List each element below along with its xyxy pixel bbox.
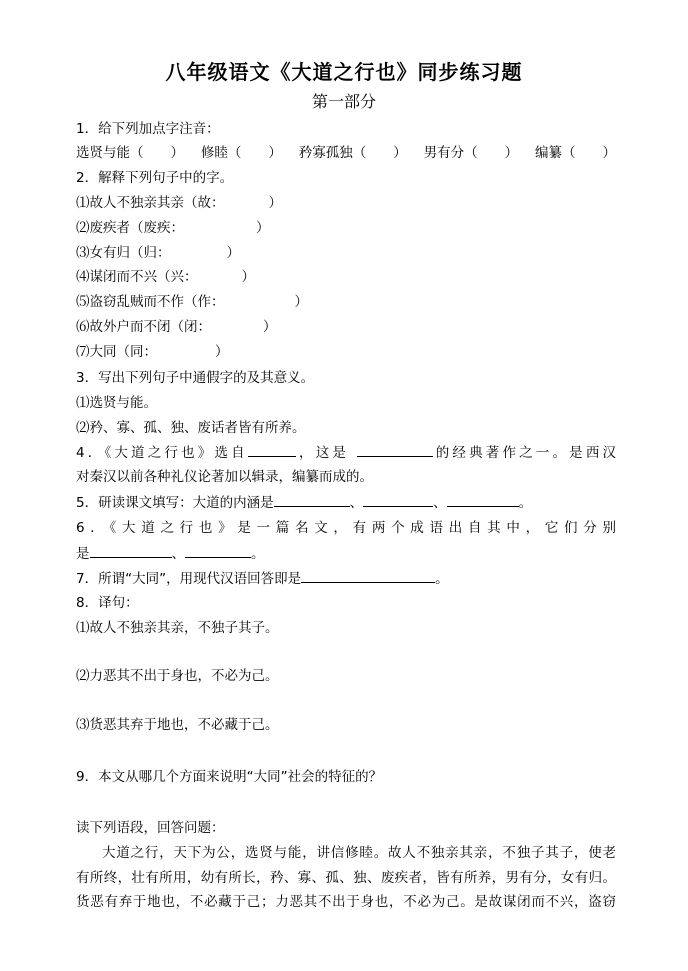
q6-line1: 6．《大道之行也》是一篇名文，有两个成语出自其中，它们分别: [76, 520, 616, 536]
q2-item: ⑴故人不独亲其亲（故： ）: [76, 195, 282, 211]
q7-blank[interactable]: [301, 568, 435, 583]
q8-item: ⑵力恶其不出于身也，不必为己。: [76, 668, 279, 684]
q5-line: 5．研读课文填写：大道的内涵是 、 、 。: [76, 492, 616, 513]
reading-line: 有所终，壮有所用，幼有所长，矜、寡、孤、独、废疾者，皆有所养，男有分，女有归。: [76, 870, 616, 886]
q2-item: ⑶女有归（归： ）: [76, 245, 240, 261]
q1-word: 修睦（ ）: [200, 145, 282, 161]
q1-word: 矜寡孤独（ ）: [298, 145, 407, 161]
q5-blank[interactable]: [274, 492, 350, 507]
q1-word: 编纂（ ）: [535, 145, 616, 161]
q8-heading: 8．译句：: [76, 595, 139, 611]
reading-line: 大道之行，天下为公，选贤与能，讲信修睦。故人不独亲其亲，不独子其子，使老: [102, 845, 616, 861]
q9-heading: 9．本文从哪几个方面来说明“大同”社会的特征的？: [76, 769, 383, 785]
q3-heading: 3．写出下列句子中通假字的及其意义。: [76, 370, 315, 386]
q8-item: ⑴故人不独亲其亲，不独子其子。: [76, 620, 279, 636]
q1-heading: 1．给下列加点字注音：: [76, 121, 220, 137]
q1-word: 选贤与能（ ）: [76, 145, 184, 161]
q4-line1: 4．《大道之行也》选自 ，这是 的经典著作之一。是西汉: [76, 442, 616, 463]
q2-item: ⑹故外户而不闭（闭： ）: [76, 319, 277, 335]
q4-blank-source[interactable]: [248, 442, 296, 457]
page-subtitle: 第一部分: [311, 92, 376, 111]
q5-blank[interactable]: [363, 492, 433, 507]
reading-heading: 读下列语段，回答问题：: [76, 820, 225, 836]
q4-line2: 对秦汉以前各种礼仪论著加以辑录，编纂而成的。: [76, 469, 373, 485]
q6-line2: 是 、 。: [76, 543, 616, 564]
q7-line: 7．所谓“大同”，用现代汉语回答即是 。: [76, 568, 616, 589]
q6-blank[interactable]: [90, 543, 172, 558]
q2-item: ⑵废疾者（废疾： ）: [76, 220, 270, 236]
q1-word-list: [76, 143, 616, 163]
q5-blank[interactable]: [447, 492, 519, 507]
q2-item: ⑺大同（同： ）: [76, 344, 229, 360]
q8-item: ⑶货恶其弃于地也，不必藏于己。: [76, 717, 279, 733]
q1-word: 男有分（ ）: [423, 145, 519, 161]
reading-line: 货恶有弃于地也，不必藏于己；力恶其不出于身也，不必为己。是故谋闭而不兴，盗窃: [76, 894, 616, 910]
q3-item: ⑵矜、寡、孤、独、废话者皆有所养。: [76, 420, 306, 436]
page-title: 八年级语文《大道之行也》同步练习题: [165, 60, 523, 84]
q2-heading: 2．解释下列句子中的字。: [76, 170, 234, 186]
q3-item: ⑴选贤与能。: [76, 395, 157, 411]
q6-blank[interactable]: [185, 543, 251, 558]
q2-item: ⑷谋闭而不兴（兴： ）: [76, 269, 255, 285]
q2-item: ⑸盗窃乱贼而不作（作： ）: [76, 294, 308, 310]
q4-blank-classic[interactable]: [357, 442, 433, 457]
